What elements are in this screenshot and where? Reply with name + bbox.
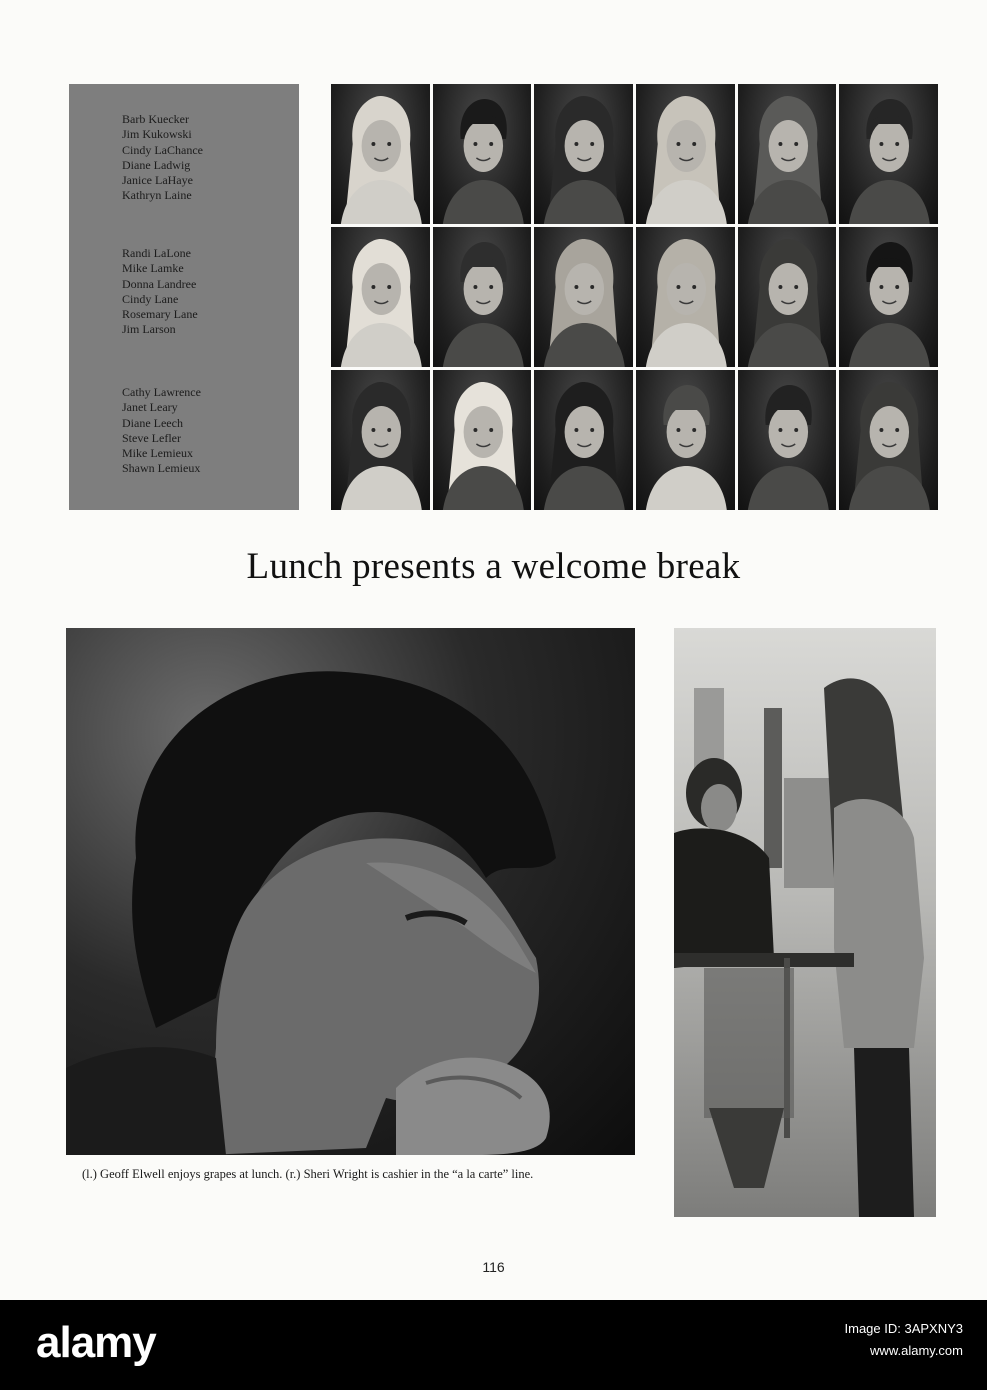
portrait-silhouette — [738, 370, 837, 510]
student-name: Kathryn Laine — [122, 188, 192, 203]
portrait-silhouette — [331, 84, 430, 224]
student-name: Mike Lamke — [122, 261, 184, 276]
student-portrait — [839, 84, 938, 224]
photo-left-illustration — [66, 628, 635, 1155]
name-list-row-2 — [122, 246, 198, 338]
portrait-silhouette — [636, 227, 735, 367]
student-portrait — [839, 370, 938, 510]
portrait-silhouette — [839, 227, 938, 367]
student-portrait — [534, 84, 633, 224]
watermark-image-id — [845, 1318, 964, 1362]
portrait-silhouette — [839, 84, 938, 224]
student-portrait — [433, 227, 532, 367]
portrait-silhouette — [331, 227, 430, 367]
photo-cafeteria-cashier — [674, 628, 936, 1217]
portrait-silhouette — [433, 84, 532, 224]
site-url: www.alamy.com — [870, 1343, 963, 1358]
student-name: Rosemary Lane — [122, 307, 198, 322]
student-portrait — [331, 227, 430, 367]
student-name: Diane Leech — [122, 415, 183, 430]
portrait-silhouette — [534, 84, 633, 224]
student-portrait — [636, 370, 735, 510]
student-portrait — [534, 370, 633, 510]
student-name: Jim Kukowski — [122, 127, 192, 142]
student-name: Barb Kuecker — [122, 112, 189, 126]
image-id-label: Image ID: 3APXNY3 — [844, 1321, 963, 1336]
portrait-grid — [331, 84, 938, 510]
student-name: Steve Lefler — [122, 430, 181, 445]
portrait-silhouette — [433, 370, 532, 510]
portrait-silhouette — [433, 227, 532, 367]
student-name: Diane Ladwig — [122, 157, 191, 172]
name-list-row-3 — [122, 385, 201, 477]
student-name: Donna Landree — [122, 276, 197, 291]
photo-student-eating-grapes — [66, 628, 635, 1155]
portrait-silhouette — [738, 227, 837, 367]
photo-caption: (l.) Geoff Elwell enjoys grapes at lunch. (r.) Sheri Wright is cashier in the “a la carte” line. — [82, 1167, 534, 1181]
page-headline: Lunch presents a welcome break — [246, 546, 741, 587]
student-portrait — [636, 84, 735, 224]
student-portrait — [433, 84, 532, 224]
portrait-silhouette — [636, 370, 735, 510]
student-portrait — [331, 370, 430, 510]
student-name: Cindy Lane — [122, 291, 179, 306]
student-portrait — [331, 84, 430, 224]
student-name: Shawn Lemieux — [122, 461, 201, 476]
student-name: Cindy LaChance — [122, 142, 203, 157]
student-portrait — [839, 227, 938, 367]
portrait-silhouette — [534, 227, 633, 367]
student-portrait — [636, 227, 735, 367]
portrait-silhouette — [331, 370, 430, 510]
student-portrait — [534, 227, 633, 367]
portrait-silhouette — [738, 84, 837, 224]
student-portrait — [738, 370, 837, 510]
name-list-row-1 — [122, 112, 203, 204]
portrait-silhouette — [839, 370, 938, 510]
photo-right-illustration — [674, 628, 936, 1217]
student-name: Janet Leary — [122, 400, 178, 415]
student-name: Janice LaHaye — [122, 173, 193, 188]
student-name: Jim Larson — [122, 322, 176, 337]
student-portrait — [433, 370, 532, 510]
names-panel — [69, 84, 299, 510]
student-name: Cathy Lawrence — [122, 385, 201, 399]
alamy-logo: alamy — [36, 1318, 156, 1367]
page-number: 116 — [482, 1259, 505, 1275]
portrait-silhouette — [534, 370, 633, 510]
student-name: Mike Lemieux — [122, 446, 193, 461]
student-portrait — [738, 227, 837, 367]
student-portrait — [738, 84, 837, 224]
student-name: Randi LaLone — [122, 246, 191, 260]
portrait-silhouette — [636, 84, 735, 224]
